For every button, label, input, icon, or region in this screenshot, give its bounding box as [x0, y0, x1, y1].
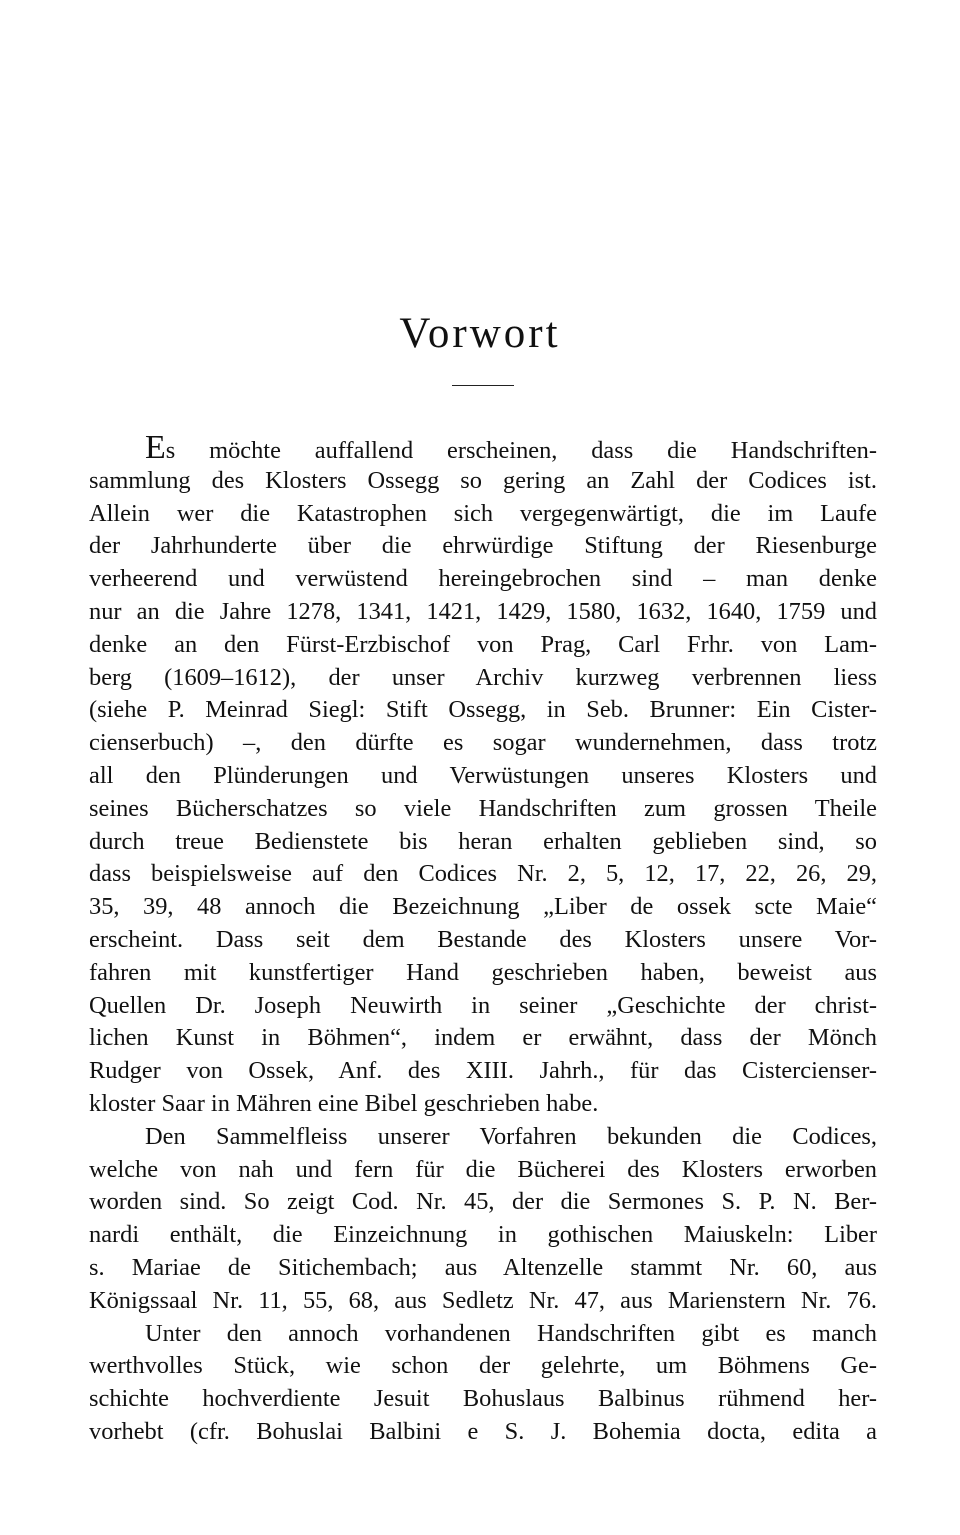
- text-line: cienserbuch) –, den dürfte es sogar wundernehmen, dass trotz: [89, 729, 877, 757]
- page-title: Vorwort: [399, 310, 561, 357]
- text-line: 35, 39, 48 annoch die Bezeichnung „Liber de ossek scte Maie“: [89, 893, 877, 921]
- body-text: [89, 429, 877, 1449]
- text-line: Königssaal Nr. 11, 55, 68, aus Sedletz Nr. 47, aus Marienstern Nr. 76.: [89, 1286, 877, 1314]
- text-line: schichte hochverdiente Jesuit Bohuslaus Balbinus rühmend her-: [89, 1385, 877, 1413]
- text-line: Allein wer die Katastrophen sich vergegenwärtigt, die im Laufe: [89, 499, 877, 527]
- text-line: (siehe P. Meinrad Siegl: Stift Ossegg, in Seb. Brunner: Ein Cister-: [89, 696, 877, 724]
- text-line: Quellen Dr. Joseph Neuwirth in seiner „Geschichte der christ-: [89, 991, 877, 1019]
- text-line: denke an den Fürst-Erzbischof von Prag, Carl Frhr. von Lam-: [89, 630, 877, 658]
- text-line: seines Bücherschatzes so viele Handschriften zum grossen Theile: [89, 794, 877, 822]
- paragraph-3: [89, 1318, 877, 1449]
- text-line: Rudger von Ossek, Anf. des XIII. Jahrh., für das Cistercienser-: [89, 1057, 877, 1085]
- text-line: [89, 429, 877, 466]
- text-line-content: s möchte auffallend erscheinen, dass die Handschriften-: [165, 437, 877, 464]
- text-line: Unter den annoch vorhandenen Handschriften gibt es manch: [145, 1319, 877, 1347]
- text-line: verheerend und verwüstend hereingebrochen sind – man denke: [89, 565, 877, 593]
- text-line: lichen Kunst in Böhmen“, indem er erwähnt, dass der Mönch: [89, 1024, 877, 1052]
- title-divider: [452, 385, 514, 386]
- text-line: durch treue Bedienstete bis heran erhalten geblieben sind, so: [89, 827, 877, 855]
- text-line: berg (1609–1612), der unser Archiv kurzweg verbrennen liess: [89, 663, 877, 691]
- text-line: kloster Saar in Mähren eine Bibel geschrieben habe.: [89, 1089, 599, 1117]
- text-line: nur an die Jahre 1278, 1341, 1421, 1429, 1580, 1632, 1640, 1759 und: [89, 597, 877, 625]
- text-line: dass beispielsweise auf den Codices Nr. 2, 5, 12, 17, 22, 26, 29,: [89, 860, 877, 888]
- text-line: all den Plünderungen und Verwüstungen unseres Klosters und: [89, 761, 877, 789]
- text-line: der Jahrhunderte über die ehrwürdige Stiftung der Riesenburge: [89, 532, 877, 560]
- text-line: werthvolles Stück, wie schon der gelehrte, um Böhmens Ge-: [89, 1352, 877, 1380]
- text-line: erscheint. Dass seit dem Bestande des Klosters unsere Vor-: [89, 925, 877, 953]
- text-line: nardi enthält, die Einzeichnung in gothischen Maiuskeln: Liber: [89, 1221, 877, 1249]
- drop-cap-initial: E: [145, 429, 166, 466]
- text-line: Den Sammelfleiss unserer Vorfahren bekunden die Codices,: [145, 1122, 877, 1150]
- text-line: sammlung des Klosters Ossegg so gering an Zahl der Codices ist.: [89, 466, 877, 494]
- paragraph-1: [89, 429, 877, 1121]
- text-line: vorhebt (cfr. Bohuslai Balbini e S. J. Bohemia docta, edita a: [89, 1417, 877, 1445]
- text-line: s. Mariae de Sitichembach; aus Altenzelle stammt Nr. 60, aus: [89, 1253, 877, 1281]
- text-line: welche von nah und fern für die Bücherei des Klosters erworben: [89, 1155, 877, 1183]
- text-line: fahren mit kunstfertiger Hand geschrieben haben, beweist aus: [89, 958, 877, 986]
- text-line: worden sind. So zeigt Cod. Nr. 45, der die Sermones S. P. N. Ber-: [89, 1188, 877, 1216]
- paragraph-2: [89, 1121, 877, 1318]
